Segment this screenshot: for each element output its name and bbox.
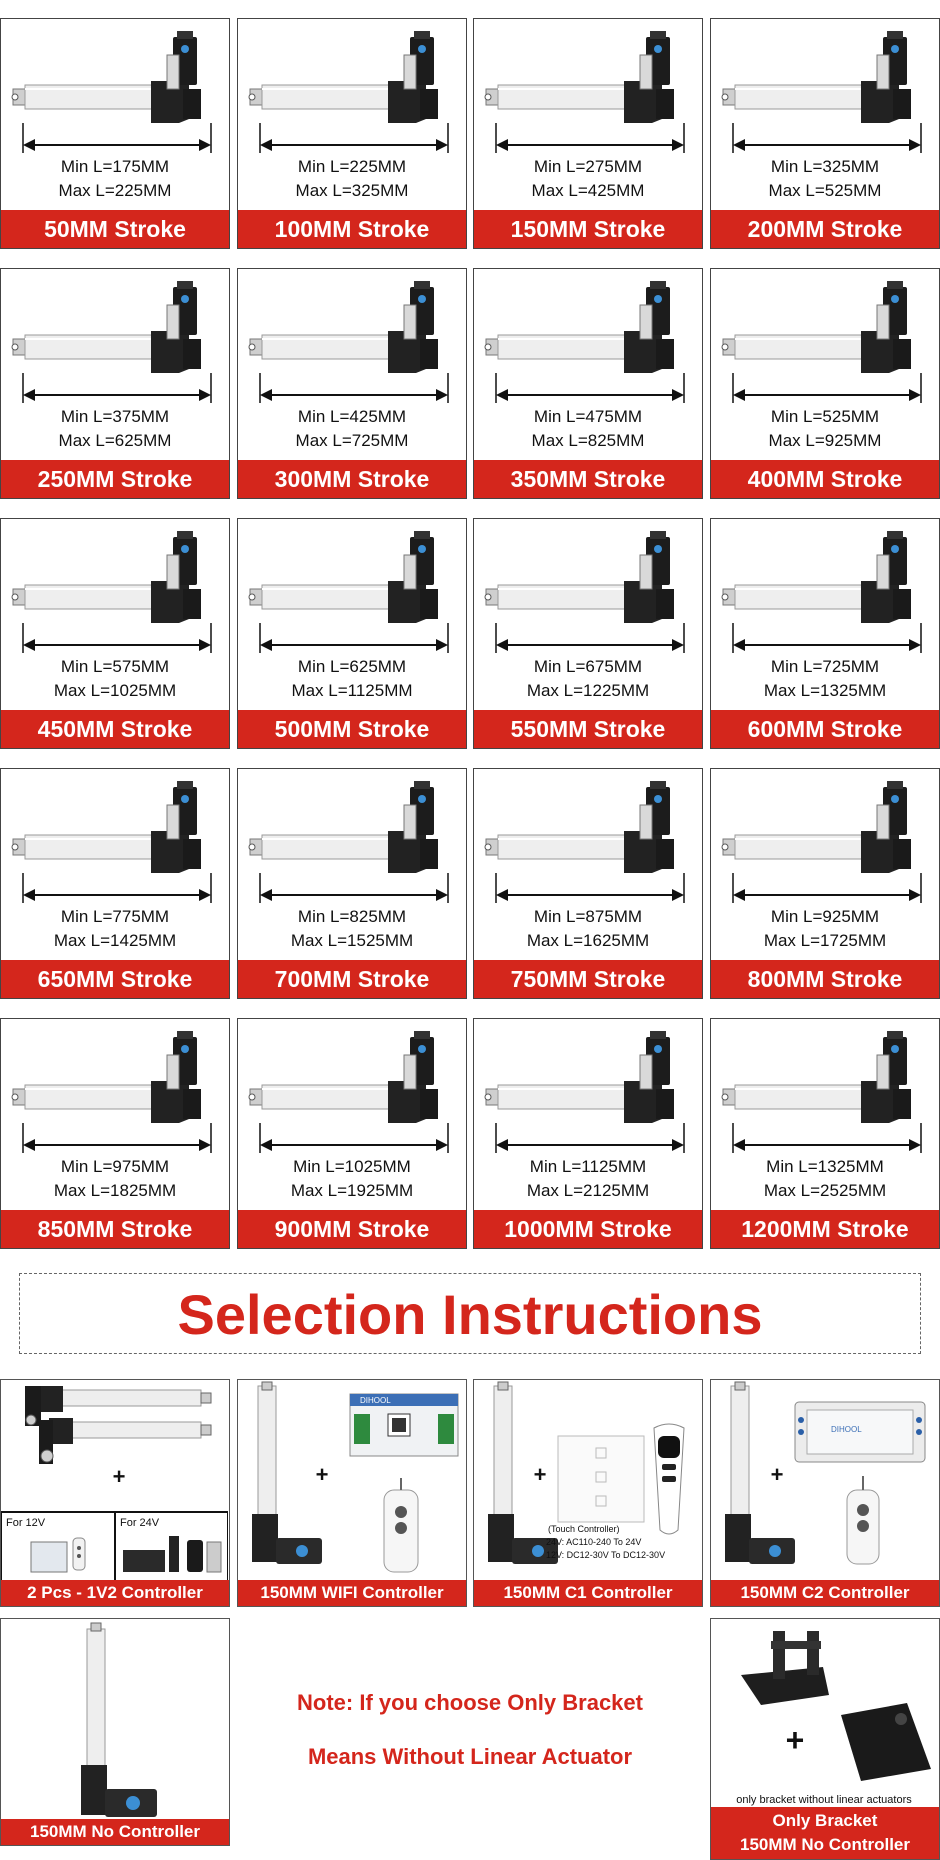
stroke-label: 500MM Stroke [238, 710, 466, 748]
max-length-label: Max L=1725MM [763, 931, 887, 950]
stroke-label: 800MM Stroke [711, 960, 939, 998]
svg-text:24V: AC110-240 To 24V: 24V: AC110-240 To 24V [546, 1537, 642, 1547]
plus-sign: + [315, 1462, 329, 1487]
stroke-label: 300MM Stroke [238, 460, 466, 498]
max-length-label: Max L=625MM [58, 431, 172, 450]
stroke-label: 550MM Stroke [474, 710, 702, 748]
stroke-option-card[interactable] [237, 268, 467, 499]
stroke-option-card[interactable] [473, 518, 703, 749]
option-label: 150MM C1 Controller [474, 1580, 702, 1606]
max-length-label: Max L=1325MM [763, 681, 887, 700]
min-length-label: Min L=625MM [297, 657, 407, 676]
bracket-note-line-2: Means Without Linear Actuator [307, 1744, 633, 1769]
stroke-label: 150MM Stroke [474, 210, 702, 248]
stroke-option-card[interactable] [473, 268, 703, 499]
option-label: 2 Pcs - 1V2 Controller [1, 1580, 229, 1606]
linear-actuator-diagram [711, 519, 938, 655]
selection-instructions-banner [19, 1273, 921, 1354]
linear-actuator-diagram [1, 519, 228, 655]
option-wifi-controller[interactable] [237, 1379, 467, 1607]
dual-actuator-kit-image [1, 1380, 228, 1582]
linear-actuator-diagram [238, 769, 465, 905]
linear-actuator-diagram [238, 519, 465, 655]
wifi-controller-kit-image [238, 1380, 465, 1582]
stroke-option-card[interactable] [0, 518, 230, 749]
plus-sign: + [533, 1462, 547, 1487]
svg-text:For 12V: For 12V [6, 1517, 46, 1529]
min-length-label: Min L=775MM [60, 907, 170, 926]
stroke-option-card[interactable] [237, 1018, 467, 1249]
stroke-option-card[interactable] [237, 768, 467, 999]
stroke-label: 250MM Stroke [1, 460, 229, 498]
min-length-label: Min L=1125MM [529, 1157, 647, 1176]
max-length-label: Max L=1825MM [53, 1181, 177, 1200]
min-length-label: Min L=525MM [770, 407, 880, 426]
stroke-label: 750MM Stroke [474, 960, 702, 998]
svg-text:For 24V: For 24V [120, 1517, 160, 1529]
linear-actuator-diagram [474, 1019, 701, 1155]
touch-controller-kit-image [474, 1380, 701, 1582]
svg-text:12V: DC12-30V To DC12-30V: 12V: DC12-30V To DC12-30V [546, 1550, 666, 1560]
min-length-label: Min L=975MM [60, 1157, 170, 1176]
svg-text:DIHOOL: DIHOOL [360, 1396, 391, 1405]
stroke-label: 1000MM Stroke [474, 1210, 702, 1248]
min-length-label: Min L=225MM [297, 157, 407, 176]
linear-actuator-diagram [711, 769, 938, 905]
stroke-label: 400MM Stroke [711, 460, 939, 498]
max-length-label: Max L=325MM [295, 181, 409, 200]
linear-actuator-diagram [474, 269, 701, 405]
option-c2-controller[interactable] [710, 1379, 940, 1607]
linear-actuator-diagram [474, 19, 701, 155]
min-length-label: Min L=475MM [533, 407, 643, 426]
min-length-label: Min L=575MM [60, 657, 170, 676]
stroke-option-card[interactable] [237, 18, 467, 249]
linear-actuator-diagram [711, 19, 938, 155]
option-label: Only Bracket 150MM No Controller [711, 1807, 939, 1859]
stroke-option-card[interactable] [473, 768, 703, 999]
min-length-label: Min L=725MM [770, 657, 880, 676]
max-length-label: Max L=225MM [58, 181, 172, 200]
stroke-option-card[interactable] [710, 768, 940, 999]
plus-sign: + [785, 1722, 805, 1758]
min-length-label: Min L=1025MM [293, 1157, 411, 1176]
max-length-label: Max L=1025MM [53, 681, 177, 700]
plus-sign: + [770, 1462, 784, 1487]
option-c1-controller[interactable] [473, 1379, 703, 1607]
stroke-label: 650MM Stroke [1, 960, 229, 998]
min-length-label: Min L=825MM [297, 907, 407, 926]
stroke-label: 350MM Stroke [474, 460, 702, 498]
stroke-option-card[interactable] [710, 1018, 940, 1249]
stroke-label: 1200MM Stroke [711, 1210, 939, 1248]
linear-actuator-diagram [1, 769, 228, 905]
min-length-label: Min L=175MM [60, 157, 170, 176]
svg-text:DIHOOL: DIHOOL [831, 1425, 862, 1434]
min-length-label: Min L=925MM [770, 907, 880, 926]
min-length-label: Min L=375MM [60, 407, 170, 426]
min-length-label: Min L=425MM [297, 407, 407, 426]
option-only-bracket[interactable] [710, 1618, 940, 1860]
max-length-label: Max L=2525MM [763, 1181, 887, 1200]
stroke-option-card[interactable] [0, 268, 230, 499]
stroke-label: 900MM Stroke [238, 1210, 466, 1248]
stroke-label: 700MM Stroke [238, 960, 466, 998]
max-length-label: Max L=925MM [768, 431, 882, 450]
option-label: 150MM No Controller [1, 1819, 229, 1845]
linear-actuator-diagram [1, 1019, 228, 1155]
svg-text:(Touch Controller): (Touch Controller) [548, 1524, 620, 1534]
max-length-label: Max L=1525MM [290, 931, 414, 950]
min-length-label: Min L=325MM [770, 157, 880, 176]
stroke-label: 450MM Stroke [1, 710, 229, 748]
option-1v2-controller[interactable] [0, 1379, 230, 1607]
max-length-label: Max L=1925MM [290, 1181, 414, 1200]
max-length-label: Max L=1125MM [291, 681, 413, 700]
max-length-label: Max L=1425MM [53, 931, 177, 950]
max-length-label: Max L=1225MM [526, 681, 650, 700]
min-length-label: Min L=275MM [533, 157, 643, 176]
min-length-label: Min L=1325MM [766, 1157, 884, 1176]
max-length-label: Max L=525MM [768, 181, 882, 200]
linear-actuator-diagram [711, 269, 938, 405]
min-length-label: Min L=875MM [533, 907, 643, 926]
stroke-label: 600MM Stroke [711, 710, 939, 748]
stroke-option-card[interactable] [473, 1018, 703, 1249]
plus-sign: + [112, 1464, 126, 1489]
linear-actuator-diagram [238, 19, 465, 155]
stroke-label: 50MM Stroke [1, 210, 229, 248]
actuator-only-image [1, 1619, 228, 1821]
bracket-caption: only bracket without linear actuators [736, 1794, 912, 1806]
stroke-option-card[interactable] [710, 268, 940, 499]
stroke-label: 200MM Stroke [711, 210, 939, 248]
max-length-label: Max L=1625MM [526, 931, 650, 950]
stroke-option-card[interactable] [473, 18, 703, 249]
linear-actuator-diagram [474, 769, 701, 905]
bracket-image [711, 1619, 938, 1809]
stroke-option-card[interactable] [0, 18, 230, 249]
stroke-label: 850MM Stroke [1, 1210, 229, 1248]
section-title: Selection Instructions [177, 1283, 763, 1346]
max-length-label: Max L=425MM [531, 181, 645, 200]
stroke-option-card[interactable] [710, 18, 940, 249]
stroke-option-card[interactable] [0, 1018, 230, 1249]
linear-actuator-diagram [238, 1019, 465, 1155]
option-no-controller[interactable] [0, 1618, 230, 1846]
stroke-option-card[interactable] [0, 768, 230, 999]
stroke-option-card[interactable] [710, 518, 940, 749]
max-length-label: Max L=825MM [531, 431, 645, 450]
linear-actuator-diagram [1, 19, 228, 155]
stroke-label: 100MM Stroke [238, 210, 466, 248]
max-length-label: Max L=725MM [295, 431, 409, 450]
c2-controller-kit-image [711, 1380, 938, 1582]
min-length-label: Min L=675MM [533, 657, 643, 676]
option-label: 150MM WIFI Controller [238, 1580, 466, 1606]
bracket-note-line-1: Note: If you choose Only Bracket [297, 1690, 643, 1715]
stroke-option-card[interactable] [237, 518, 467, 749]
linear-actuator-diagram [474, 519, 701, 655]
linear-actuator-diagram [238, 269, 465, 405]
max-length-label: Max L=2125MM [526, 1181, 650, 1200]
linear-actuator-diagram [711, 1019, 938, 1155]
linear-actuator-diagram [1, 269, 228, 405]
option-label: 150MM C2 Controller [711, 1580, 939, 1606]
